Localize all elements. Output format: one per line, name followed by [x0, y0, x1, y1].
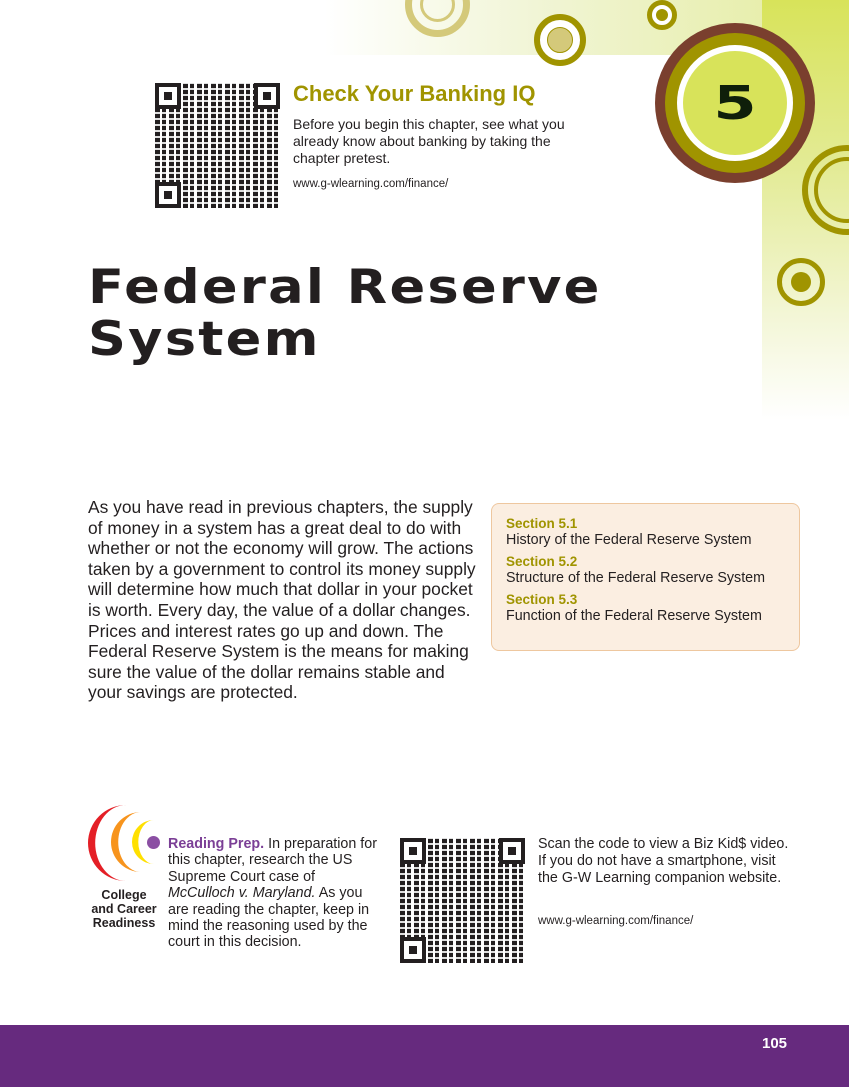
page-number: 105 — [762, 1035, 788, 1052]
chapter-title-line2: System — [88, 312, 321, 367]
video-qr-code-icon[interactable] — [400, 838, 525, 963]
pretest-qr-code-icon[interactable] — [155, 83, 280, 208]
section-label: Section 5.2 — [506, 554, 578, 569]
ring-decoration-icon — [777, 258, 825, 306]
ring-decoration-icon — [534, 14, 586, 66]
video-link[interactable]: www.g-wlearning.com/finance/ — [538, 915, 694, 927]
case-name: McCulloch v. Maryland. — [168, 885, 316, 902]
chapter-title — [88, 262, 715, 366]
reading-prep-note: Reading Prep. In preparation for this chapter, research the US Supreme Court case of McCulloch v. Maryland. As you are reading the chapter, keep in mind the reasoning used by the court in this decision. — [168, 836, 377, 951]
bullet-dot-icon — [147, 836, 160, 849]
page-footer-bar — [0, 1025, 849, 1087]
pretest-description: Before you begin this chapter, see what you already know about banking by taking the chapter pretest. — [293, 116, 565, 166]
video-description: Scan the code to view a Biz Kid$ video. If you do not have a smartphone, visit the G-W Learning companion website. — [538, 836, 789, 886]
ccr-logo-text: College and Career Readiness — [91, 888, 157, 930]
ring-decoration-icon — [647, 0, 677, 30]
chapter-number-badge — [655, 23, 815, 183]
chapter-number: 5 — [713, 76, 757, 130]
pretest-title: Check Your Banking IQ — [293, 81, 536, 106]
section-title: Function of the Federal Reserve System — [506, 608, 762, 624]
chapter-title-line1: Federal Reserve — [88, 260, 602, 315]
section-title: Structure of the Federal Reserve System — [506, 570, 766, 586]
section-item[interactable] — [506, 554, 785, 587]
sections-list — [491, 503, 800, 651]
section-label: Section 5.3 — [506, 592, 578, 607]
reading-prep-lead: Reading Prep. — [168, 836, 265, 852]
section-label: Section 5.1 — [506, 516, 578, 531]
pretest-link[interactable]: www.g-wlearning.com/finance/ — [293, 178, 449, 190]
section-title: History of the Federal Reserve System — [506, 532, 752, 548]
intro-paragraph: As you have read in previous chapters, the supply of money in a system has a great deal to do with whether or not the economy will grow. The actions taken by a government to control its money supply will determine how much that dollar in your pocket is worth. Every day, the value of a dollar changes. Prices and interest rates go up and down. The Federal Reserve System is the means for making sure the value of the dollar remains stable and your savings are protected. — [88, 497, 476, 703]
section-item[interactable] — [506, 516, 785, 549]
section-item[interactable] — [506, 592, 785, 625]
